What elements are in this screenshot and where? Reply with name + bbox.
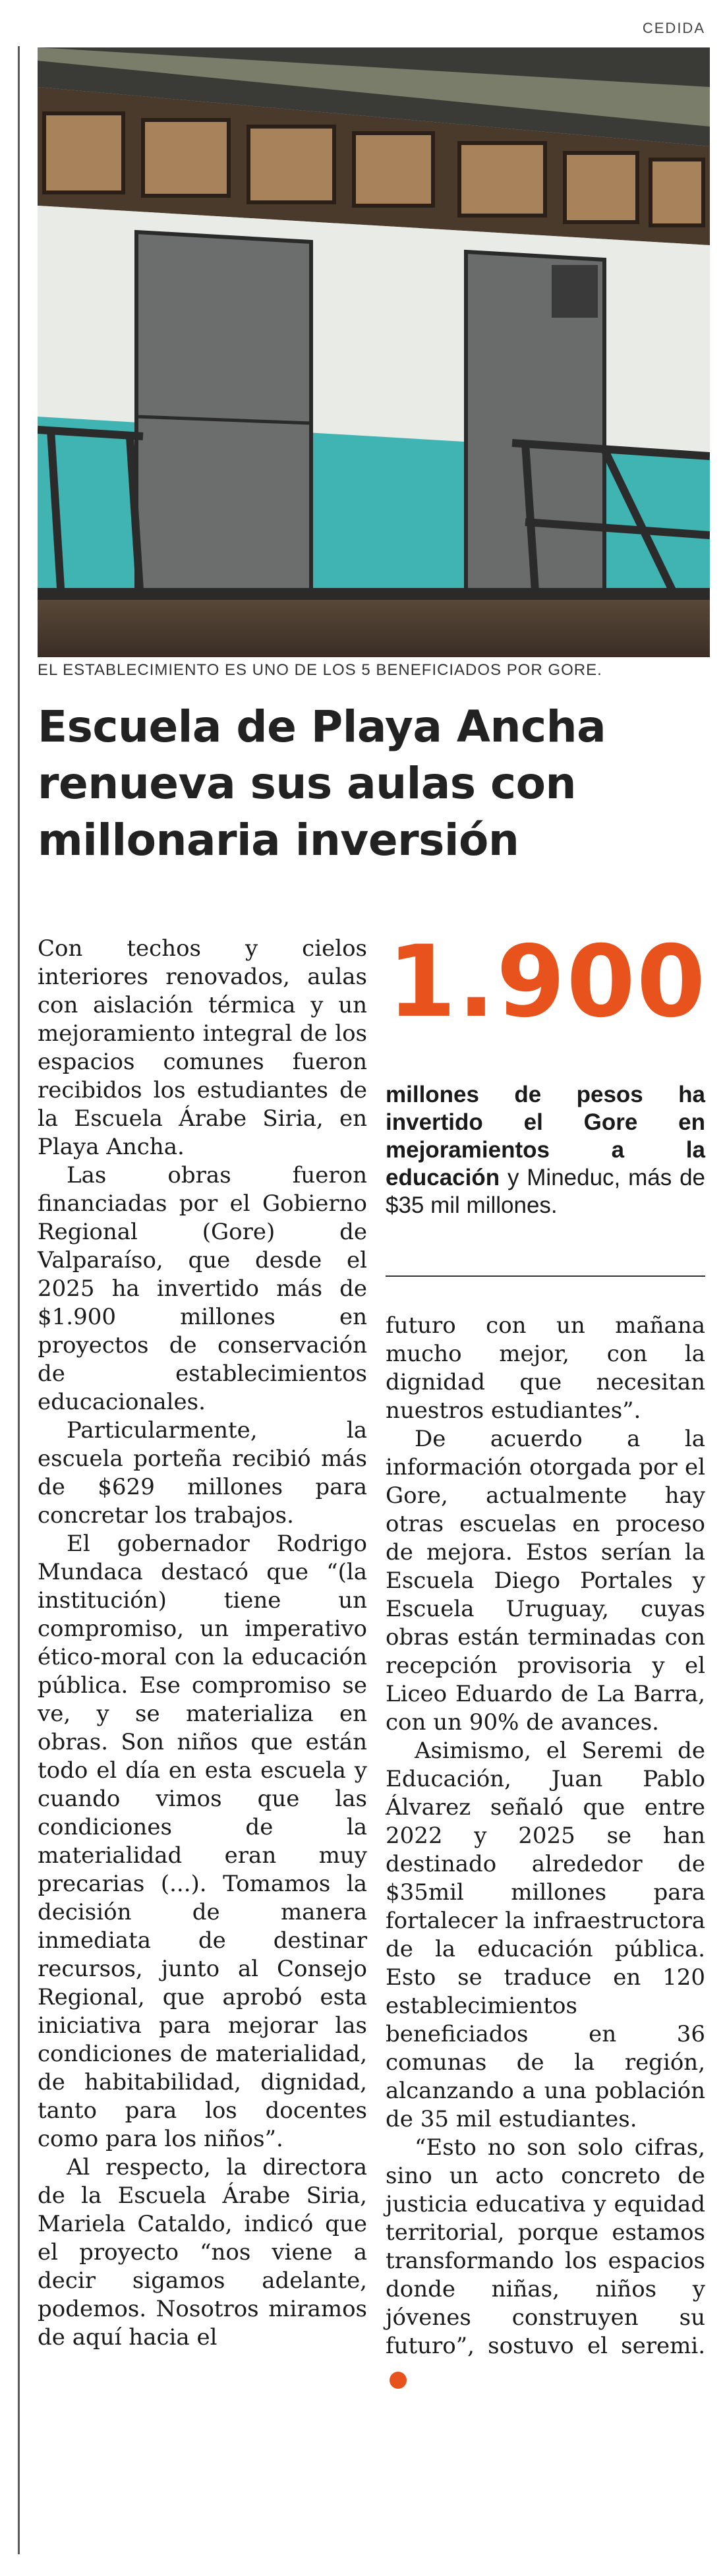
paragraph: Particularmente, la escuela porteña recibió más de $629 millones para concretar los trabajos.: [38, 1417, 367, 1529]
stat-text-bold: millones de pesos ha invertido el Gore en mejoramientos a la educación: [386, 1082, 705, 1190]
photo-caption: EL ESTABLECIMIENTO ES UNO DE LOS 5 BENEFICIADOS POR GORE.: [38, 661, 602, 679]
end-mark-icon: ✪: [390, 2372, 407, 2389]
article-body-right: [386, 1312, 705, 2389]
photo-credit: CEDIDA: [642, 20, 705, 36]
paragraph-text: “Esto no son solo cifras, sino un acto concreto de justicia educativa y equidad territorial, porque estamos transformando los espacios donde niñas, niños y jóvenes construyen su futuro”, sostuvo el seremi.: [386, 2134, 705, 2359]
paragraph: Con techos y cielos interiores renovados, aulas con aislación térmica y un mejoramiento integral de los espacios comunes fueron recibidos los estudiantes de la Escuela Árabe Siria, en Playa Ancha.: [38, 935, 367, 1160]
paragraph: El gobernador Rodrigo Mundaca destacó que “(la institución) tiene un compromiso, un imperativo ético-moral con la educación pública. Ese compromiso se ve, y se materializa en obras. Son niños que están todo el día en esta escuela y cuando vimos que las condiciones de la materialidad eran muy precarias (...). Tomamos la decisión de manera inmediata de destinar recursos, junto al Consejo Regional, que aprobó esta iniciativa para mejorar las condiciones de materialidad, de habitabilidad, dignidad, tanto para los docentes como para los niños”.: [38, 1531, 367, 2152]
article-photo: [38, 47, 710, 657]
column-rule: [18, 46, 20, 2554]
stat-text-regular: y Mineduc, más de $35 mil millones.: [386, 1165, 705, 1218]
stat-figure: 1.900: [387, 925, 707, 1039]
paragraph: Las obras fueron financiadas por el Gobierno Regional (Gore) de Valparaíso, que desde el 2025 ha invertido más de $1.900 millones en proyectos de conservación de establecimientos educacionales.: [38, 1162, 367, 1415]
paragraph: De acuerdo a la información otorgada por el Gore, actualmente hay otras escuelas en proceso de mejora. Estos serían la Escuela Diego Portales y Escuela Uruguay, cuyas obras están terminadas con recepción provisoria y el Liceo Eduardo de La Barra, con un 90% de avances.: [386, 1426, 705, 1736]
paragraph: futuro con un mañana mucho mejor, con la dignidad que necesitan nuestros estudiantes”.: [386, 1312, 705, 1424]
paragraph: Al respecto, la directora de la Escuela Árabe Siria, Mariela Cataldo, indicó que el proyecto “nos viene a decir sigamos adelante, podemos. Nosotros miramos de aquí hacia el: [38, 2154, 367, 2351]
article-body-left: [38, 935, 367, 2352]
article-headline: Escuela de Playa Ancha renueva sus aulas con millonaria inversión: [38, 701, 606, 865]
stat-description: [386, 1081, 705, 1219]
stat-divider: [386, 1275, 705, 1277]
paragraph: Asimismo, el Seremi de Educación, Juan Pablo Álvarez señaló que entre 2022 y 2025 se han destinado alrededor de $35mil millones para fortalecer la infraestructora de la educación pública. Esto se traduce en 120 establecimientos beneficiados en 36 comunas de la región, alcanzando a una población de 35 mil estudiantes.: [386, 1738, 705, 2132]
paragraph-last: [386, 2134, 705, 2389]
